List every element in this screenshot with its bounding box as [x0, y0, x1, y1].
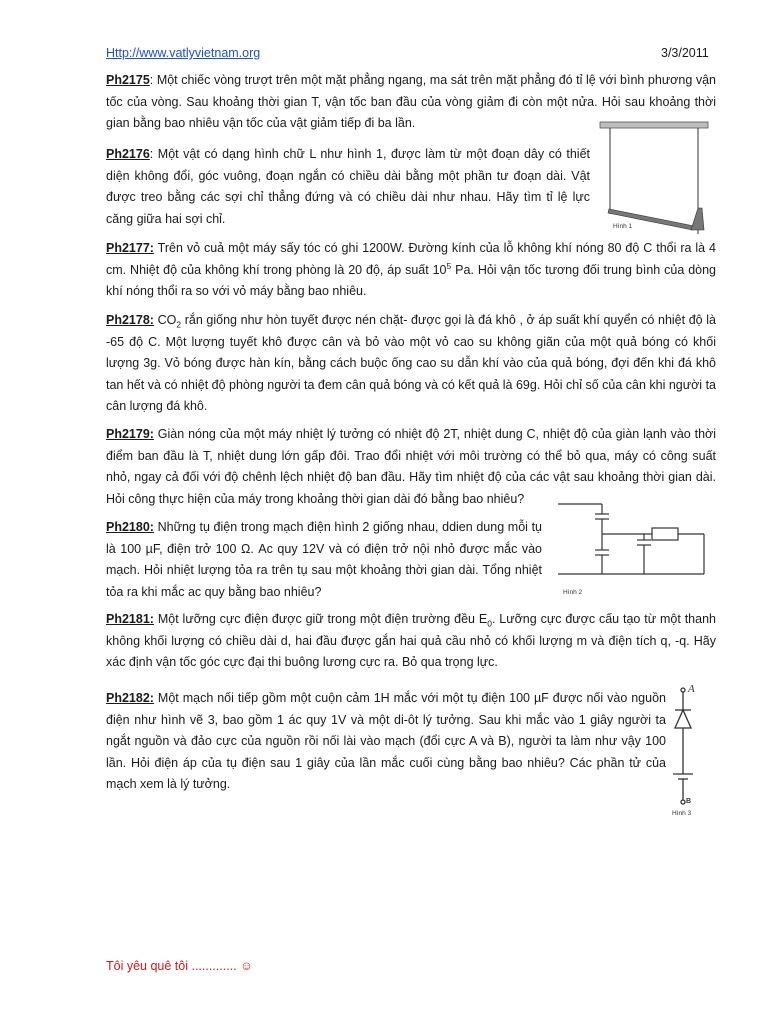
problem-separator: :	[149, 147, 154, 161]
problem-subscript: 2	[176, 319, 182, 330]
figure-1-l-shape	[598, 118, 710, 236]
problem-code: Ph2180:	[106, 520, 154, 534]
problem-text: Một mạch nối tiếp gồm một cuộn cảm 1H mắc với một tụ điện 100 µF được nối vào nguồn điện như hình vẽ 3, bao gồm 1 ác quy 1V và một di-ôt lý tưởng. Sau khi mắc vào 1 giây người ta ngắt nguồn và đảo cực của nguồn rồi nối lài vào mạch (đổi cực A và B), người ta làm như vậy 100 lần. Hỏi điện áp của tụ điện sau 1 giây của lần mắc cuối cùng bằng bao nhiêu? Các phần tử của mạch xem là lý tưởng.	[106, 691, 666, 791]
header-date: 3/3/2011	[661, 46, 709, 60]
figure-1-caption: Hình 1	[613, 223, 633, 230]
problem-text: Những tụ điện trong mạch điện hình 2 giống nhau, ddien dung mỗi tụ là 100 µF, điện trở 100 Ω. Ac quy 12V và có điện trở nội nhỏ được mắc vào mạch. Hỏi nhiệt lượng tỏa ra trên tụ sau một khoảng thời gian dài. Tổng nhiệt tỏa ra khi mắc ac quy bằng bao nhiêu?	[106, 520, 542, 599]
problem-ph2177	[106, 238, 716, 303]
problem-text-after: rắn giống như hòn tuyết được nén chặt- được gọi là đá khô , ở áp suất khí quyển có nhiệt độ là -65 độ C. Một lượng tuyết khô được cân và bỏ vào một vỏ cao su không giãn của một quả bóng có khối lượng 3g. Vỏ bóng được hàn kín, bằng cách buộc ống cao su dẫn khí vào của quả bóng, đợi đến khi đá khô tan hết và có nhiệt độ phòng người ta đem cân quả bóng và có kết quả là 69g. Hỏi chỉ số của cân khi người ta cân lượng đá khô.	[106, 313, 716, 413]
problem-separator: :	[149, 73, 154, 87]
figure-2-circuit	[552, 492, 718, 588]
problem-text: CO	[153, 313, 177, 327]
problem-code: Ph2181:	[106, 612, 154, 626]
problem-text-after: Pa. Hỏi vận tốc tương đối trung bình của dòng khí nóng thổi ra so với vỏ máy bằng bao nhiêu.	[106, 262, 717, 298]
problem-ph2182	[106, 688, 666, 796]
figure-2-caption: Hình 2	[563, 589, 583, 596]
problem-subscript: 0	[487, 618, 492, 629]
figure-3-label-a: A	[688, 683, 695, 695]
problem-ph2180	[106, 517, 542, 603]
problem-text: Giàn nóng của một máy nhiệt lý tưởng có nhiệt độ 2T, nhiệt dung C, nhiệt độ của giàn lạnh vào thời điểm ban đầu là T, nhiệt dung lớn gấp đôi. Trao đổi nhiệt với môi trường có thể bỏ qua, máy có công suất nhỏ, ngay cả đối với độ chênh lệch nhiệt độ ban đầu. Hãy tìm nhiệt độ của các vật sau khoảng thời gian dài. Hỏi công thực hiện của máy trong khoảng thời gian dài đó bằng bao nhiêu?	[106, 427, 716, 506]
figure-3-diode-battery	[668, 684, 708, 810]
header-link[interactable]: Http://www.vatlyvietnam.org	[106, 46, 261, 60]
problem-text: Một chiếc vòng trượt trên một mặt phẳng ngang, ma sát trên mặt phẳng đó tỉ lệ với bình phương vận tốc của vòng. Sau khoảng thời gian T, vận tốc ban đầu của vòng giảm đi còn một nửa. Hỏi sau khoảng thời gian bằng bao nhiêu vận tốc của vật giảm tiếp đi ba lần.	[106, 73, 716, 130]
problem-text-after: . Lưỡng cực được cấu tạo từ một thanh không khối lượng có chiều dài d, hai đầu được gắn hai quả cầu nhỏ có khối lượng m và điện tích q, -q. Hãy xác định vận tốc góc cực đại thi buông lương cực ra. Bỏ qua trọng lực.	[106, 612, 716, 669]
problem-code: Ph2176	[106, 147, 150, 161]
problem-ph2181	[106, 609, 716, 674]
figure-3-caption: Hình 3	[672, 810, 692, 817]
problem-superscript: 5	[446, 260, 452, 271]
problem-text: Một lưỡng cực điện được giữ trong một điện trường đều E	[153, 612, 488, 626]
problem-code: Ph2175	[106, 73, 150, 87]
figure-3-label-b: B	[686, 798, 692, 805]
problem-code: Ph2182:	[106, 691, 154, 705]
problem-code: Ph2179:	[106, 427, 154, 441]
problem-ph2176	[106, 144, 590, 230]
problem-text: Trên vỏ cuả một máy sấy tóc có ghi 1200W. Đường kính của lỗ không khí nóng 80 độ C thổi ra là 4 cm. Nhiệt độ của không khí trong phòng là 20 độ, áp suất 10	[106, 241, 716, 277]
problem-ph2178	[106, 310, 716, 418]
footer-note: Tôi yêu quê tôi ............. ☺	[106, 959, 253, 973]
problem-text: Một vật có dạng hình chữ L như hình 1, được làm từ một đoạn dây có thiết diện không đổi, góc vuông, đoạn ngắn có chiều dài bằng một phần tư đoạn dài. Vật được treo bằng các sợi chỉ thẳng đứng và có chiều dài như nhau. Hãy tìm tỉ lệ lực căng giữa hai sợi chỉ.	[106, 147, 590, 226]
problem-code: Ph2178:	[106, 313, 154, 327]
problem-code: Ph2177:	[106, 241, 154, 255]
